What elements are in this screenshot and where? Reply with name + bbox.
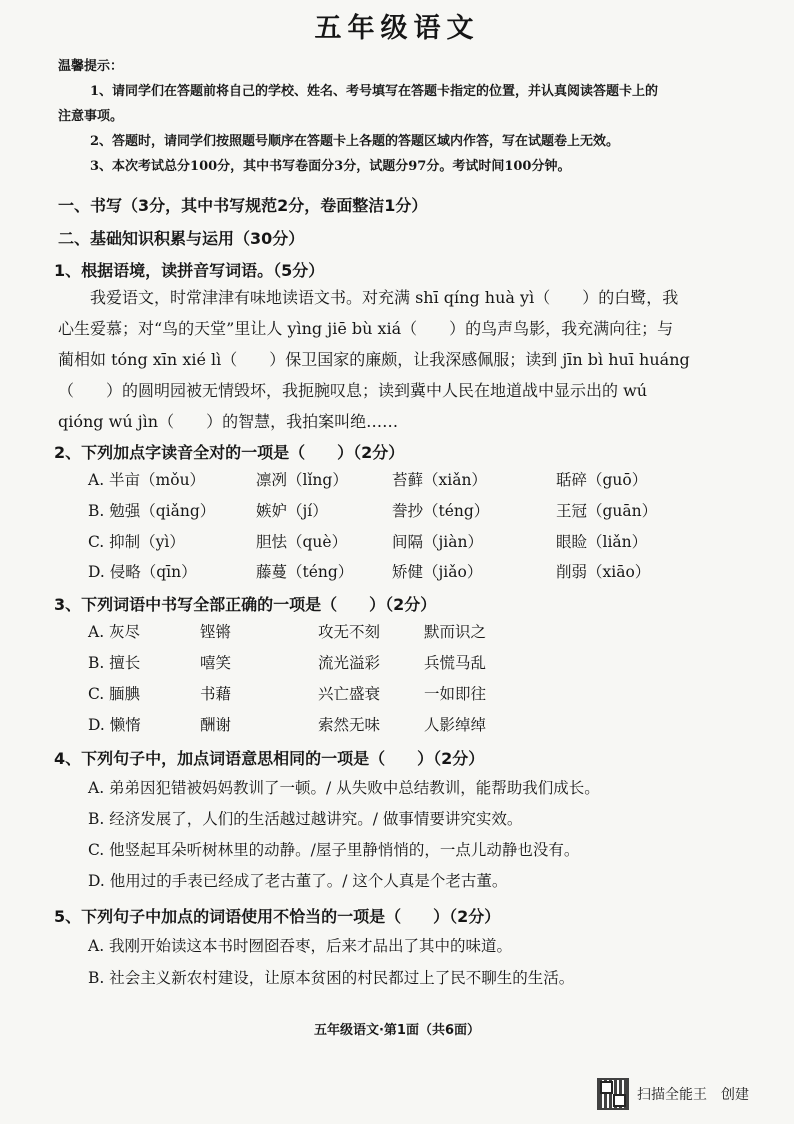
q2-item: 誊抄（téng） bbox=[392, 502, 490, 520]
q3-item: 兴亡盛衰 bbox=[318, 685, 381, 703]
q3-item: 流光溢彩 bbox=[318, 654, 381, 672]
q3-item: 一如即往 bbox=[424, 685, 487, 703]
q3-item: 默而识之 bbox=[424, 623, 487, 641]
q2-item: B. 勉强（qiǎng） bbox=[88, 502, 216, 520]
q2-item: 王冠（guān） bbox=[556, 502, 658, 520]
q4-option-d: D. 他用过的手表已经成了老古董了。/ 这个人真是个老古董。 bbox=[88, 872, 508, 890]
passage-line: 我爱语文，时常津津有味地读语文书。对充满 shī qíng huà yì（ ）的白鹭，我 bbox=[90, 288, 679, 307]
section-1-heading: 一、书写（3分，其中书写规范2分，卷面整洁1分） bbox=[58, 196, 428, 215]
question-3-title: 3、下列词语中书写全部正确的一项是（ ）（2分） bbox=[54, 595, 437, 614]
question-4-title: 4、下列句子中，加点词语意思相同的一项是（ ）（2分） bbox=[54, 749, 485, 768]
section-2-heading: 二、基础知识积累与运用（30分） bbox=[58, 229, 305, 248]
q5-option-a: A. 我刚开始读这本书时囫囵吞枣，后来才品出了其中的味道。 bbox=[88, 937, 513, 955]
scanner-watermark bbox=[597, 1078, 749, 1110]
q2-item: 削弱（xiāo） bbox=[556, 563, 651, 581]
q3-item: 兵慌马乱 bbox=[424, 654, 487, 672]
q3-item: D. 懒惰 bbox=[88, 716, 141, 734]
scanner-label: 扫描全能王 创建 bbox=[637, 1087, 749, 1103]
q2-item: A. 半亩（mǒu） bbox=[88, 471, 206, 489]
qr-code-icon bbox=[597, 1078, 629, 1110]
q4-option-a: A. 弟弟因犯错被妈妈教训了一顿。/ 从失败中总结教训，能帮助我们成长。 bbox=[88, 779, 600, 797]
q4-option-b: B. 经济发展了，人们的生活越过越讲究。/ 做事情要讲究实效。 bbox=[88, 810, 523, 828]
q2-item: 聒碎（guō） bbox=[556, 471, 648, 489]
q5-option-b: B. 社会主义新农村建设，让原本贫困的村民都过上了民不聊生的生活。 bbox=[88, 969, 575, 987]
page-footer: 五年级语文·第1面（共6面） bbox=[313, 1023, 481, 1038]
q2-item: 嫉妒（jí） bbox=[256, 502, 328, 520]
q3-item: A. 灰尽 bbox=[88, 623, 141, 641]
page-title: 五年级语文 bbox=[314, 13, 480, 44]
question-2-title: 2、下列加点字读音全对的一项是（ ）（2分） bbox=[54, 443, 405, 462]
q3-item: 人影绰绰 bbox=[424, 716, 487, 734]
q2-item: 胆怯（què） bbox=[256, 533, 348, 551]
q2-item: D. 侵略（qīn） bbox=[88, 563, 197, 581]
passage-line: （ ）的圆明园被无情毁坏，我扼腕叹息；读到冀中人民在地道战中显示出的 wú bbox=[58, 381, 648, 400]
q2-item: 矫健（jiǎo） bbox=[392, 563, 483, 581]
question-5-title: 5、下列句子中加点的词语使用不恰当的一项是（ ）（2分） bbox=[54, 907, 501, 926]
q3-item: 嘻笑 bbox=[200, 654, 232, 672]
q3-item: 铿锵 bbox=[200, 623, 232, 641]
q4-option-c: C. 他竖起耳朵听树林里的动静。/屋子里静悄悄的，一点儿动静也没有。 bbox=[88, 841, 580, 859]
q3-item: 酬谢 bbox=[200, 716, 232, 734]
q2-item: 眼睑（liǎn） bbox=[556, 533, 648, 551]
passage-line: 心生爱慕；对“鸟的天堂”里让人 yìng jiē bù xiá（ ）的鸟声鸟影，我充满向往；与 bbox=[58, 319, 674, 338]
tip-line-3: 3、本次考试总分100分，其中书写卷面分3分，试题分97分。考试时间100分钟。 bbox=[90, 159, 571, 174]
passage-line: 蔺相如 tóng xīn xié lì（ ）保卫国家的廉颇，让我深感佩服；读到 jīn bì huī huáng bbox=[58, 350, 690, 369]
q2-item: 苔藓（xiǎn） bbox=[392, 471, 487, 489]
q3-item: B. 擅长 bbox=[88, 654, 141, 672]
q3-item: 索然无味 bbox=[318, 716, 381, 734]
exam-tips bbox=[58, 54, 768, 179]
q3-item: 攻无不刻 bbox=[318, 623, 381, 641]
tips-heading: 温馨提示： bbox=[58, 59, 124, 74]
tip-line-2: 2、答题时，请同学们按照题号顺序在答题卡上各题的答题区域内作答，写在试题卷上无效。 bbox=[90, 134, 620, 149]
q3-item: C. 腼腆 bbox=[88, 685, 141, 703]
q3-item: 书藉 bbox=[200, 685, 232, 703]
tip-line-1: 1、请同学们在答题前将自己的学校、姓名、考号填写在答题卡指定的位置，并认真阅读答题卡上的 bbox=[90, 84, 659, 99]
q2-item: 间隔（jiàn） bbox=[392, 533, 483, 551]
tip-line-1-cont: 注意事项。 bbox=[58, 109, 124, 124]
question-1-passage bbox=[58, 282, 780, 437]
q2-item: C. 抑制（yì） bbox=[88, 533, 185, 551]
passage-line: qióng wú jìn（ ）的智慧，我拍案叫绝…… bbox=[58, 412, 399, 431]
q2-item: 凛冽（lǐng） bbox=[256, 471, 348, 489]
question-1-title: 1、根据语境，读拼音写词语。（5分） bbox=[54, 261, 325, 280]
q2-item: 藤蔓（téng） bbox=[256, 563, 354, 581]
